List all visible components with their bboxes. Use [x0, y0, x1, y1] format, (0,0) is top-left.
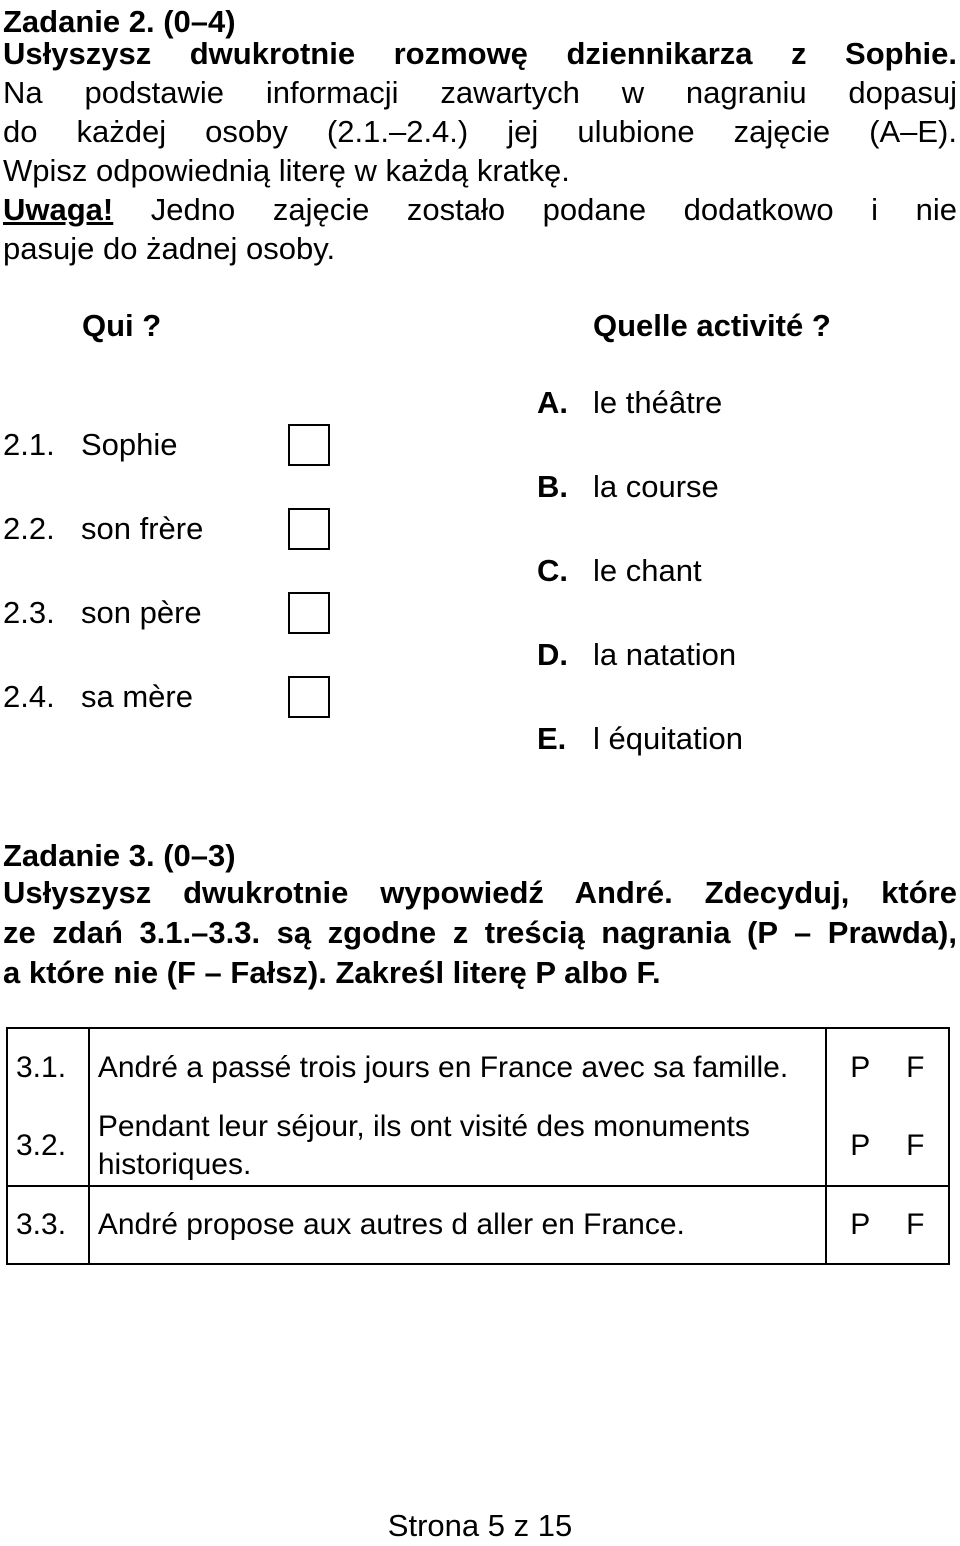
activity-letter: E. [537, 721, 567, 756]
activity-text: la course [593, 469, 719, 504]
column-header-activity: Quelle activité ? [593, 308, 831, 343]
task2-instruction-line2: Na podstawie informacji zawartych w nagraniu dopasuj [3, 75, 957, 110]
statement-number: 3.3. [7, 1186, 89, 1264]
table-row [7, 1186, 949, 1264]
task3-title: Zadanie 3. (0–3) [3, 838, 236, 873]
warning-label: Uwaga! [3, 192, 114, 227]
statement-text: André a passé trois jours en France avec sa famille. [89, 1028, 826, 1107]
answer-box-2-3[interactable] [288, 592, 330, 634]
task2-instruction-line3: do każdej osoby (2.1.–2.4.) jej ulubione zajęcie (A–E). [3, 114, 957, 149]
activity-text: la natation [593, 637, 737, 672]
table-row [7, 1107, 949, 1186]
statement-text: Pendant leur séjour, ils ont visité des monuments historiques. [89, 1107, 826, 1186]
column-header-who: Qui ? [82, 308, 162, 343]
person-number: 2.2. [3, 511, 55, 546]
statement-number: 3.1. [7, 1028, 89, 1107]
activity-letter: C. [537, 553, 568, 588]
answer-box-2-4[interactable] [288, 676, 330, 718]
task3-instruction-line2: ze zdań 3.1.–3.3. są zgodne z treścią nagrania (P – Prawda), [3, 915, 957, 950]
person-name: son père [81, 595, 202, 630]
task3-instruction-line3: a które nie (F – Fałsz). Zakreśl literę P albo F. [3, 955, 661, 990]
true-false-options[interactable]: P F [826, 1186, 949, 1264]
page-footer: Strona 5 z 15 [387, 1508, 573, 1543]
activity-letter: B. [537, 469, 568, 504]
activity-text: l équitation [593, 721, 743, 756]
person-name: Sophie [81, 427, 178, 462]
activity-text: le chant [593, 553, 702, 588]
person-number: 2.1. [3, 427, 55, 462]
person-name: son frère [81, 511, 204, 546]
task2-title: Zadanie 2. (0–4) [3, 4, 236, 39]
statement-number: 3.2. [7, 1107, 89, 1186]
task2-instruction-line4: Wpisz odpowiednią literę w każdą kratkę. [3, 153, 570, 188]
person-number: 2.3. [3, 595, 55, 630]
statement-text: André propose aux autres d aller en France. [89, 1186, 826, 1264]
activity-letter: A. [537, 385, 568, 420]
warning-text: Jedno zajęcie zostało podane dodatkowo i nie [113, 192, 957, 227]
answer-box-2-1[interactable] [288, 424, 330, 466]
true-false-options[interactable]: P F [826, 1028, 949, 1107]
answer-box-2-2[interactable] [288, 508, 330, 550]
activity-text: le théâtre [593, 385, 723, 420]
person-number: 2.4. [3, 679, 55, 714]
task2-instruction-line1: Usłyszysz dwukrotnie rozmowę dziennikarza z Sophie. [3, 36, 957, 71]
person-name: sa mère [81, 679, 193, 714]
task3-instruction-line1: Usłyszysz dwukrotnie wypowiedź André. Zdecyduj, które [3, 875, 957, 910]
task2-instruction-line6: pasuje do żadnej osoby. [3, 231, 336, 266]
activity-letter: D. [537, 637, 568, 672]
table-row [7, 1028, 949, 1107]
task2-instruction-line5 [3, 190, 957, 230]
true-false-options[interactable]: P F [826, 1107, 949, 1186]
true-false-table [6, 1027, 950, 1265]
